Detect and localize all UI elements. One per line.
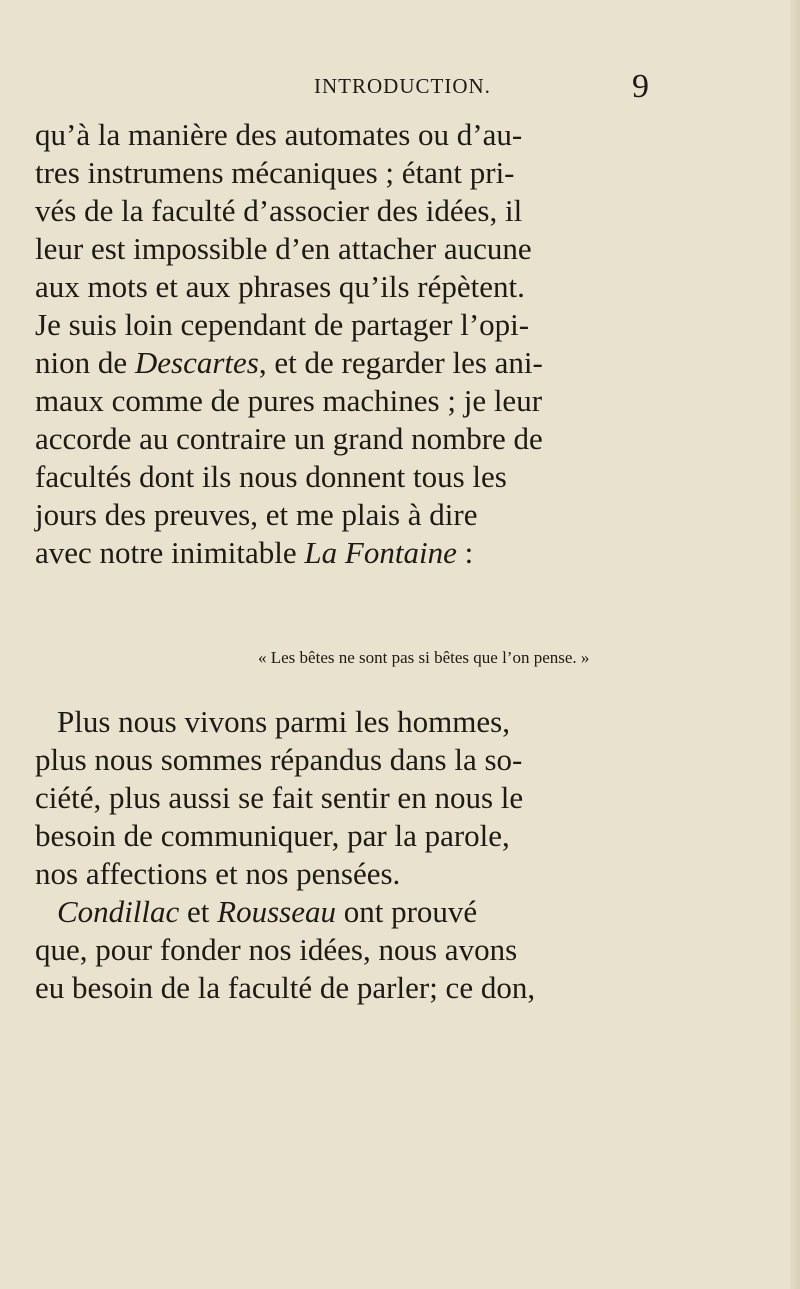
author-name-la-fontaine: La Fontaine xyxy=(304,535,457,570)
quotation: « Les bêtes ne sont pas si bêtes que l’on pense. » xyxy=(258,648,590,667)
text-line: eu besoin de la faculté de parler; ce don, xyxy=(35,970,536,1005)
text-line: facultés dont ils nous donnent tous les xyxy=(35,459,507,494)
text-line: que, pour fonder nos idées, nous avons xyxy=(35,932,518,967)
author-name-descartes: Descartes xyxy=(134,345,259,380)
text-line: jours des preuves, et me plais à dire xyxy=(35,497,478,532)
text-line xyxy=(35,346,543,380)
text-run: et xyxy=(179,894,218,929)
text-line: qu’à la manière des automates ou d’au- xyxy=(35,117,523,152)
text-line: maux comme de pures machines ; je leur xyxy=(35,383,543,418)
text-run: nion de xyxy=(35,345,135,380)
text-line: besoin de communiquer, par la parole, xyxy=(35,818,510,853)
text-line xyxy=(57,895,477,929)
text-line: tres instrumens mécaniques ; étant pri- xyxy=(35,155,515,190)
text-line: ciété, plus aussi se fait sentir en nous le xyxy=(35,780,524,815)
page-header xyxy=(0,70,800,110)
text-run: , et de regarder les ani- xyxy=(258,345,543,380)
running-head: INTRODUCTION. xyxy=(314,74,491,98)
text-line: aux mots et aux phrases qu’ils répètent. xyxy=(35,269,525,304)
text-run: : xyxy=(456,535,474,570)
text-line: accorde au contraire un grand nombre de xyxy=(35,421,543,456)
text-line: plus nous sommes répandus dans la so- xyxy=(35,742,523,777)
text-line xyxy=(35,536,473,570)
text-line: Plus nous vivons parmi les hommes, xyxy=(57,704,510,739)
text-line: vés de la faculté d’associer des idées, il xyxy=(35,193,523,228)
text-run: ont prouvé xyxy=(335,894,478,929)
page-number: 9 xyxy=(632,68,649,105)
author-name-rousseau: Rousseau xyxy=(217,894,336,929)
text-line: Je suis loin cependant de partager l’opi- xyxy=(35,307,530,342)
text-line: leur est impossible d’en attacher aucune xyxy=(35,231,532,266)
text-line: nos affections et nos pensées. xyxy=(35,856,401,891)
text-run: avec notre inimitable xyxy=(35,535,305,570)
author-name-condillac: Condillac xyxy=(57,894,180,929)
page-edge xyxy=(790,0,800,1289)
